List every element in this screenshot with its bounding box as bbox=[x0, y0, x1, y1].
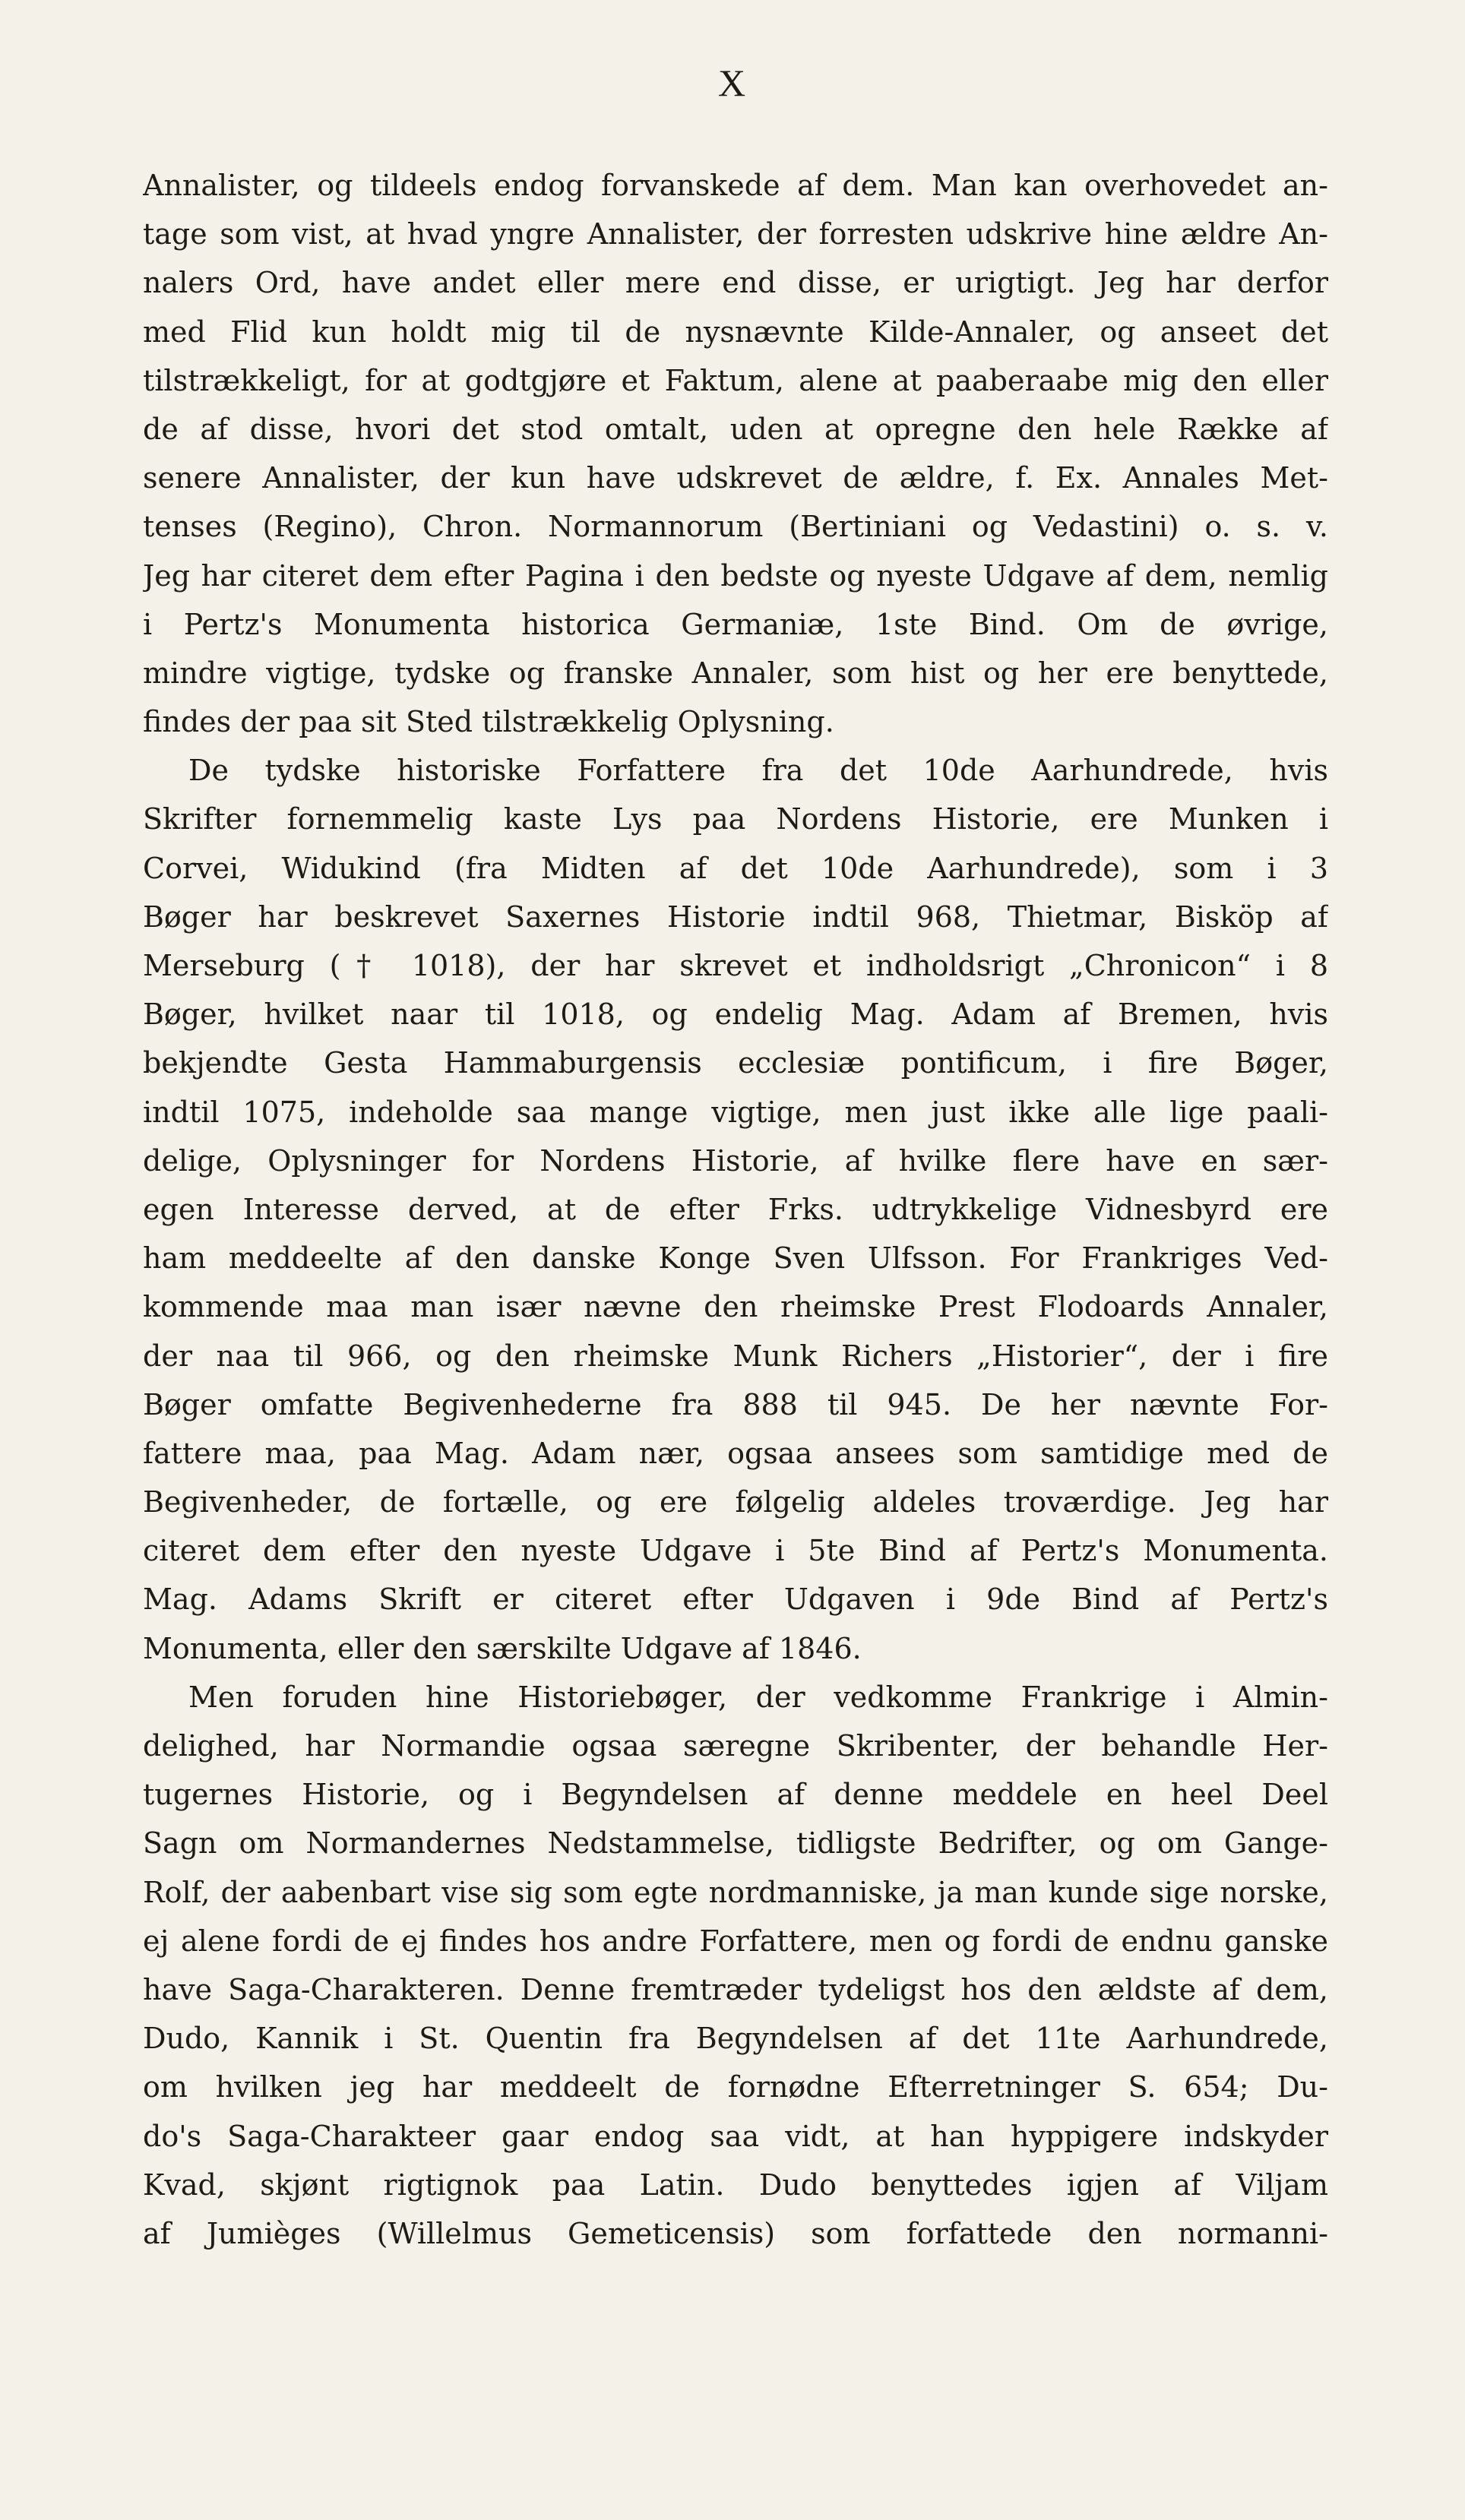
text-line: Rolf, der aabenbart vise sig som egte nordmanniske, ja man kunde sige norske, bbox=[143, 1875, 1328, 1909]
text-line: tenses (Regino), Chron. Normannorum (Bertiniani og Vedastini) o. s. v. bbox=[143, 510, 1328, 544]
text-line: Skrifter fornemmelig kaste Lys paa Nordens Historie, ere Munken i bbox=[143, 802, 1328, 836]
text-line: af Jumièges (Willelmus Gemeticensis) som forfattede den normanni- bbox=[143, 2216, 1328, 2250]
page-number: X bbox=[717, 62, 748, 104]
text-line: om hvilken jeg har meddeelt de fornødne Efterretninger S. 654; Du- bbox=[143, 2070, 1328, 2104]
text-line: indtil 1075, indeholde saa mange vigtige, men just ikke alle lige paali- bbox=[143, 1095, 1328, 1129]
text-line: Mag. Adams Skrift er citeret efter Udgaven i 9de Bind af Pertz's bbox=[143, 1583, 1328, 1617]
text-line: Men foruden hine Historiebøger, der vedkomme Frankrige i Almin- bbox=[188, 1680, 1328, 1714]
text-line: Jeg har citeret dem efter Pagina i den bedste og nyeste Udgave af dem, nemlig bbox=[143, 558, 1328, 593]
text-line: fattere maa, paa Mag. Adam nær, ogsaa ansees som samtidige med de bbox=[143, 1436, 1328, 1470]
body-text bbox=[143, 161, 1328, 2258]
text-line: Bøger omfatte Begivenhederne fra 888 til 945. De her nævnte For- bbox=[143, 1387, 1328, 1421]
text-line: tilstrækkeligt, for at godtgjøre et Faktum, alene at paaberaabe mig den eller bbox=[143, 363, 1328, 397]
text-line: delighed, har Normandie ogsaa særegne Skribenter, der behandle Her- bbox=[143, 1729, 1328, 1763]
text-line: nalers Ord, have andet eller mere end disse, er urigtigt. Jeg har derfor bbox=[143, 266, 1328, 300]
text-line: tugernes Historie, og i Begyndelsen af denne meddele en heel Deel bbox=[143, 1778, 1328, 1812]
text-line: have Saga-Charakteren. Denne fremtræder tydeligst hos den ældste af dem, bbox=[143, 1972, 1328, 2006]
text-line: egen Interesse derved, at de efter Frks. udtrykkelige Vidnesbyrd ere bbox=[143, 1192, 1328, 1226]
text-line: Dudo, Kannik i St. Quentin fra Begyndelsen af det 11te Aarhundrede, bbox=[143, 2022, 1328, 2056]
text-line: ej alene fordi de ej findes hos andre Forfattere, men og fordi de endnu ganske bbox=[143, 1924, 1328, 1958]
text-line: citeret dem efter den nyeste Udgave i 5te Bind af Pertz's Monumenta. bbox=[143, 1534, 1328, 1568]
text-line: senere Annalister, der kun have udskrevet de ældre, f. Ex. Annales Met- bbox=[143, 461, 1328, 495]
text-line: de af disse, hvori det stod omtalt, uden at opregne den hele Række af bbox=[143, 412, 1328, 446]
text-line: delige, Oplysninger for Nordens Historie, af hvilke flere have en sær- bbox=[143, 1143, 1328, 1178]
text-line: ham meddeelte af den danske Konge Sven Ulfsson. For Frankriges Ved- bbox=[143, 1241, 1328, 1276]
text-line: do's Saga-Charakteer gaar endog saa vidt, at han hyppigere indskyder bbox=[143, 2119, 1328, 2153]
text-line: Corvei, Widukind (fra Midten af det 10de Aarhundrede), som i 3 bbox=[143, 851, 1328, 885]
text-line: Merseburg († 1018), der har skrevet et indholdsrigt „Chronicon“ i 8 bbox=[143, 949, 1328, 982]
text-line: tage som vist, at hvad yngre Annalister, der forresten udskrive hine ældre An- bbox=[143, 217, 1328, 251]
text-line: i Pertz's Monumenta historica Germaniæ, 1ste Bind. Om de øvrige, bbox=[143, 607, 1328, 641]
text-line: Monumenta, eller den særskilte Udgave af 1846. bbox=[143, 1631, 862, 1665]
text-line: der naa til 966, og den rheimske Munk Richers „Historier“, der i fire bbox=[143, 1339, 1328, 1373]
text-line: Begivenheder, de fortælle, og ere følgelig aldeles troværdige. Jeg har bbox=[143, 1485, 1328, 1519]
text-line: med Flid kun holdt mig til de nysnævnte Kilde-Annaler, og anseet det bbox=[143, 315, 1328, 349]
text-line: Bøger har beskrevet Saxernes Historie indtil 968, Thietmar, Bisköp af bbox=[143, 900, 1328, 934]
text-line: kommende maa man især nævne den rheimske Prest Flodoards Annaler, bbox=[143, 1290, 1328, 1324]
text-line: findes der paa sit Sted tilstrækkelig Oplysning. bbox=[143, 705, 834, 739]
text-line: Annalister, og tildeels endog forvanskede af dem. Man kan overhovedet an- bbox=[143, 169, 1328, 202]
text-line: De tydske historiske Forfattere fra det 10de Aarhundrede, hvis bbox=[188, 754, 1328, 788]
text-line: Sagn om Normandernes Nedstammelse, tidligste Bedrifter, og om Gange- bbox=[143, 1826, 1328, 1861]
text-line: bekjendte Gesta Hammaburgensis ecclesiæ pontificum, i fire Bøger, bbox=[143, 1046, 1328, 1080]
text-line: Bøger, hvilket naar til 1018, og endelig Mag. Adam af Bremen, hvis bbox=[143, 998, 1328, 1032]
text-line: Kvad, skjønt rigtignok paa Latin. Dudo benyttedes igjen af Viljam bbox=[143, 2167, 1328, 2202]
text-line: mindre vigtige, tydske og franske Annaler, som hist og her ere benyttede, bbox=[143, 656, 1328, 690]
